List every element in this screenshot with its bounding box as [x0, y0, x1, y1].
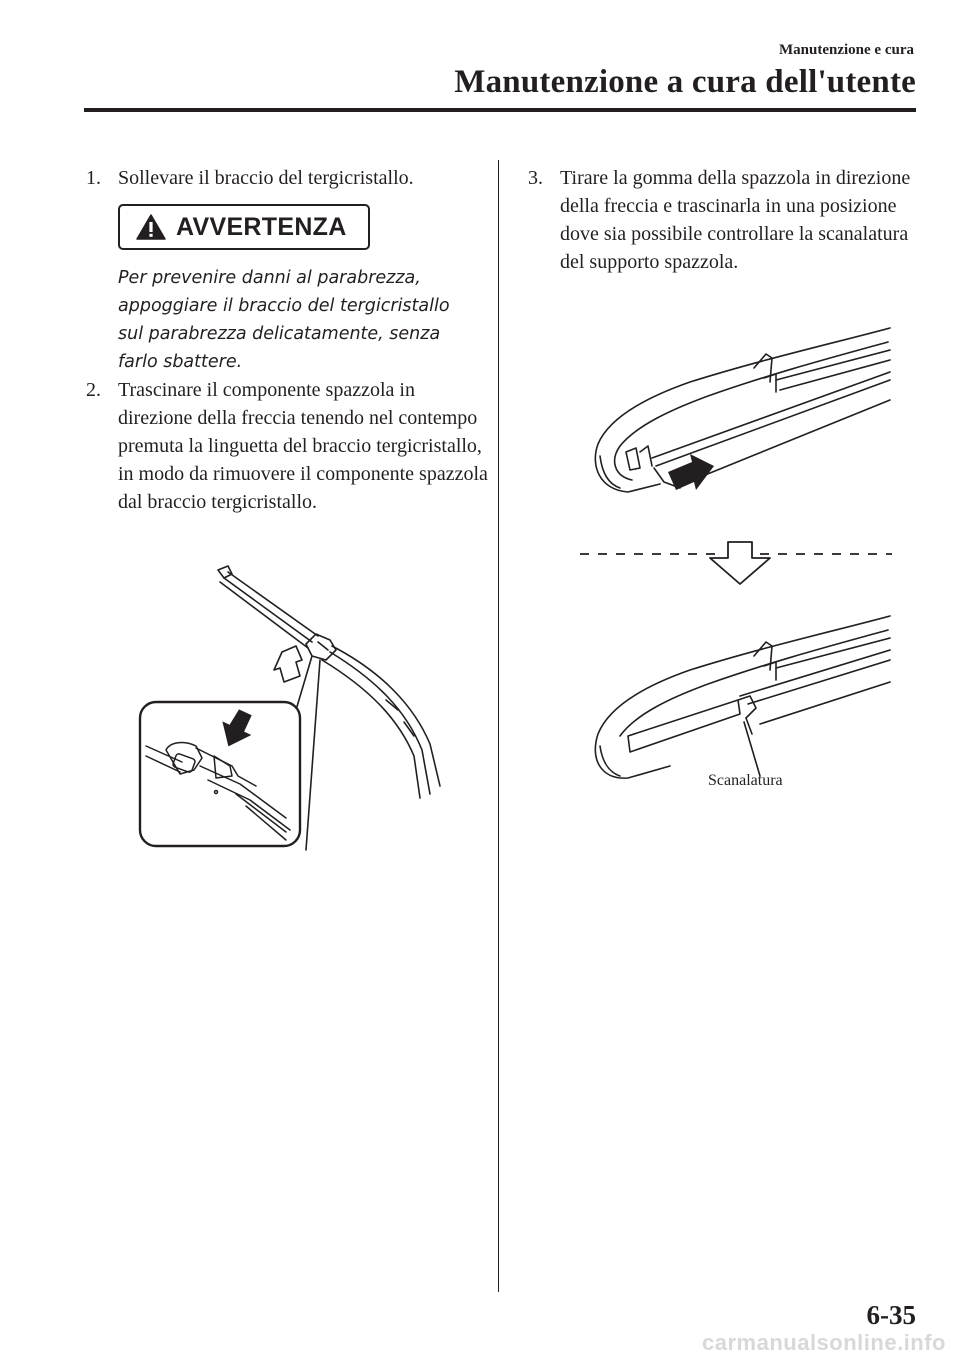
- step-2: [86, 376, 488, 516]
- step-3-text: Tirare la gomma della spazzola in direzione della freccia e trascinarla in una posizione dove sia possibile controllare la scanalatura del supporto spazzola.: [560, 167, 911, 273]
- groove-callout-label: Scanalatura: [708, 772, 783, 789]
- page-title: Manutenzione a cura dell'utente: [454, 64, 916, 100]
- section-title: Manutenzione e cura: [779, 42, 914, 58]
- page-number: 6-35: [866, 1300, 916, 1330]
- step-1: [86, 164, 486, 192]
- step-1-text: Sollevare il braccio del tergicristallo.: [118, 167, 414, 189]
- warning-box: [118, 204, 370, 250]
- warning-text: Per prevenire danni al parabrezza, appoggiare il braccio del tergicristallo sul parabrezza delicatamente, senza farlo sbattere.: [118, 268, 450, 372]
- watermark-text: carmanualsonline.info: [702, 1330, 946, 1355]
- column-divider: [498, 160, 499, 1292]
- wiper-arm-illustration: [136, 560, 456, 860]
- watermark: [0, 1318, 960, 1362]
- step-3-number: 3.: [528, 167, 543, 189]
- header-rule: [84, 108, 916, 112]
- warning-label: AVVERTENZA: [176, 212, 347, 241]
- step-2-text: Trascinare il componente spazzola in direzione della freccia tenendo nel contempo premuta la linguetta del braccio tergicristallo, in modo da rimuovere il componente spazzola dal braccio tergicristallo.: [118, 379, 488, 513]
- step-1-number: 1.: [86, 167, 101, 189]
- step-2-number: 2.: [86, 379, 101, 401]
- step-3: [528, 164, 920, 276]
- blade-rubber-illustration: [580, 320, 900, 800]
- warning-triangle-icon: [136, 214, 166, 240]
